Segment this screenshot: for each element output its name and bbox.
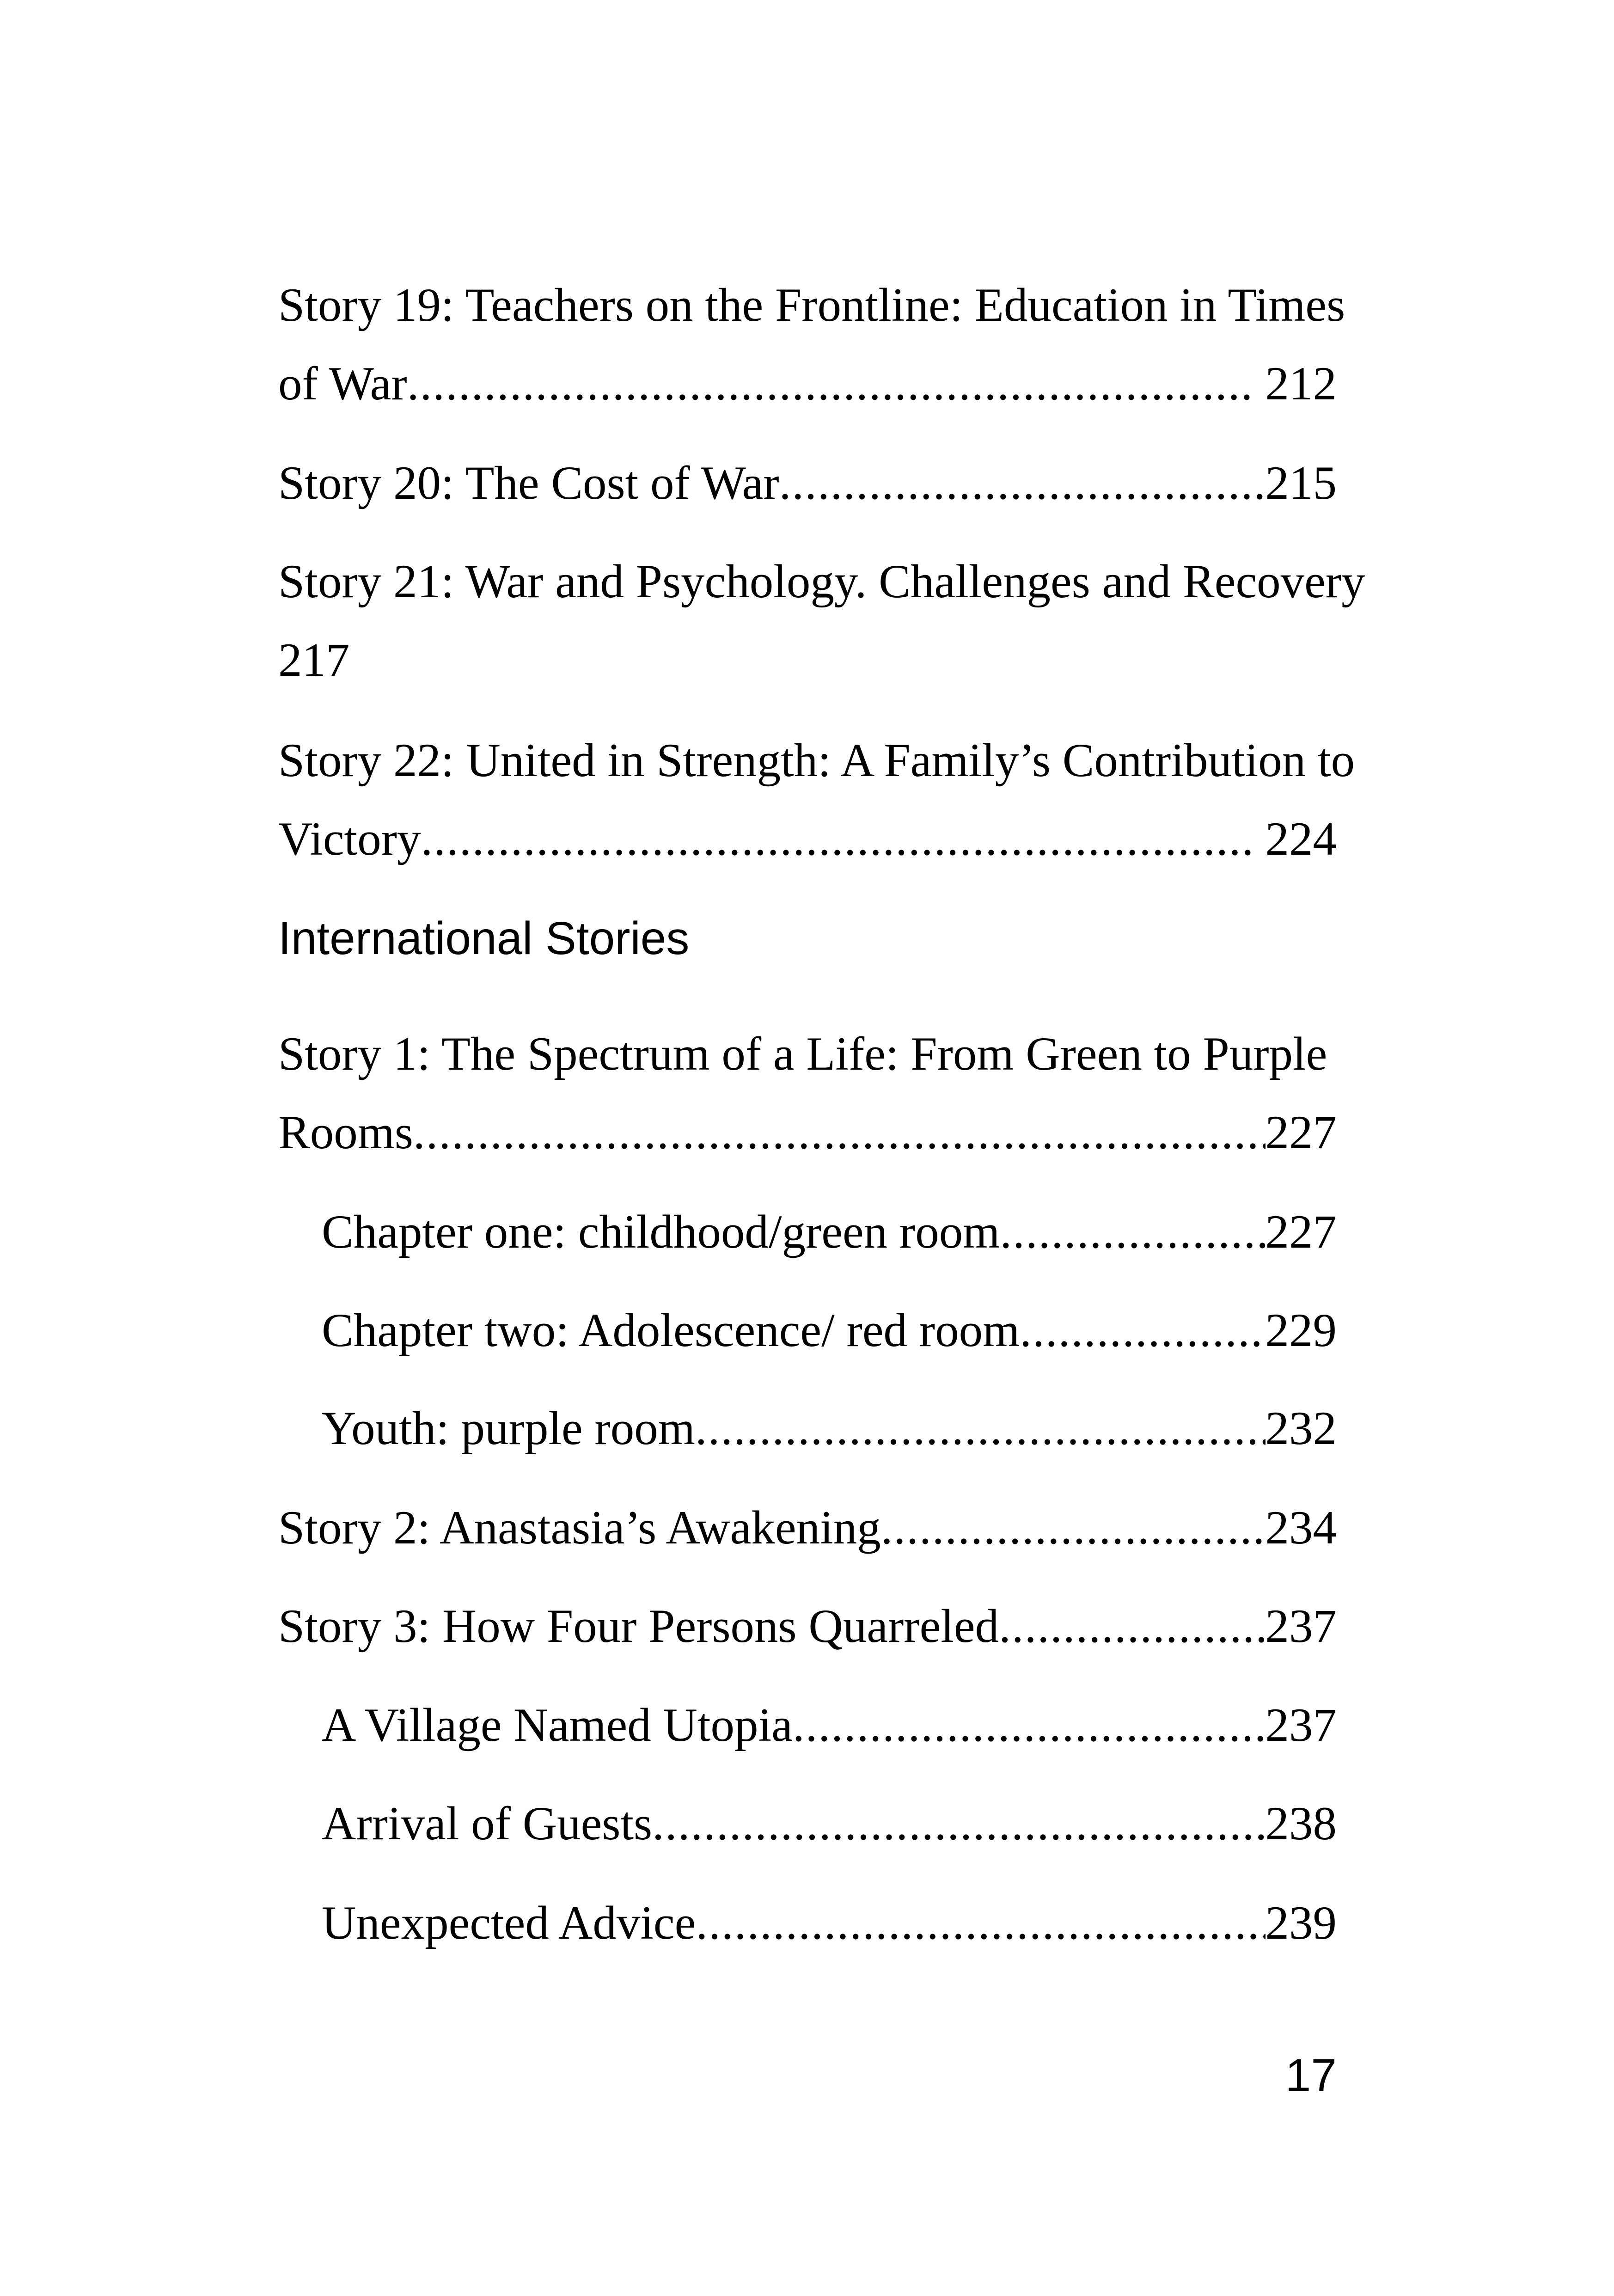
page-number: 17	[1285, 2050, 1337, 2101]
dot-leader	[1000, 1200, 1265, 1264]
dot-leader	[793, 1693, 1266, 1757]
toc-subentry-title: A Village Named Utopia	[322, 1699, 793, 1751]
toc-entry-intl-story-3	[278, 1594, 1337, 1659]
toc-entry-story-22-line-1	[278, 728, 1355, 793]
dot-leader	[779, 451, 1266, 515]
dot-leader	[652, 1791, 1265, 1856]
toc-page-number: 227	[1265, 1106, 1337, 1159]
dot-leader	[881, 1495, 1266, 1560]
dot-leader	[695, 1396, 1266, 1461]
toc-page-number: 227	[1265, 1206, 1337, 1258]
toc-entry-title: Story 22: United in Strength: A Family’s Contribution to	[278, 734, 1355, 787]
toc-entry-intl-story-1-line-2	[278, 1100, 1337, 1165]
toc-page-number: 224	[1265, 813, 1337, 865]
toc-subentry	[322, 1298, 1337, 1363]
toc-entry-story-20	[278, 451, 1337, 515]
section-heading: International Stories	[278, 912, 690, 964]
toc-subentry-title: Youth: purple room	[322, 1402, 695, 1455]
toc-page-number: 232	[1265, 1402, 1337, 1455]
toc-entry-intl-story-1-line-1	[278, 1022, 1337, 1086]
toc-entry-story-19-line-1	[278, 273, 1345, 337]
toc-entry-title: Story 20: The Cost of War	[278, 457, 779, 509]
toc-subentry-title: Unexpected Advice	[322, 1897, 696, 1949]
toc-entry-title-continued: Rooms	[278, 1106, 413, 1159]
toc-entry-story-21-line-1	[278, 549, 1365, 614]
toc-page-number: 217	[278, 634, 350, 686]
toc-entry-title: Story 1: The Spectrum of a Life: From Green to Purple	[278, 1028, 1327, 1080]
toc-entry-intl-story-2	[278, 1495, 1337, 1560]
dot-leader	[413, 1100, 1266, 1165]
toc-subentry	[322, 1891, 1337, 1955]
toc-page-number: 234	[1265, 1501, 1337, 1554]
toc-subentry	[322, 1791, 1337, 1856]
dot-leader	[407, 351, 1253, 416]
dot-leader	[1020, 1298, 1265, 1363]
toc-entry-title-continued: Victory	[278, 813, 421, 865]
toc-page-number: 237	[1265, 1600, 1337, 1653]
toc-entry-title: Story 21: War and Psychology. Challenges and Recovery	[278, 555, 1365, 608]
toc-subentry-title: Chapter one: childhood/green room	[322, 1206, 1000, 1258]
dot-leader	[999, 1594, 1265, 1659]
toc-page-number: 215	[1265, 457, 1337, 509]
toc-subentry-title: Chapter two: Adolescence/ red room	[322, 1304, 1020, 1357]
toc-entry-story-22-line-2	[278, 807, 1337, 871]
toc-entry-story-21-line-2	[278, 628, 1337, 692]
toc-subentry-title: Arrival of Guests	[322, 1797, 653, 1850]
toc-subentry	[322, 1693, 1337, 1757]
dot-leader	[421, 807, 1253, 871]
toc-page-number: 212	[1265, 357, 1337, 410]
toc-subentry	[322, 1200, 1337, 1264]
toc-entry-title: Story 3: How Four Persons Quarreled	[278, 1600, 999, 1653]
toc-subentry	[322, 1396, 1337, 1461]
dot-leader	[696, 1891, 1265, 1955]
toc-entry-title: Story 19: Teachers on the Frontline: Education in Times	[278, 279, 1345, 331]
toc-entry-title-continued: of War	[278, 357, 407, 410]
toc-page-number: 237	[1265, 1699, 1337, 1751]
toc-page-number: 229	[1265, 1304, 1337, 1357]
toc-page-number: 238	[1265, 1797, 1337, 1850]
toc-entry-title: Story 2: Anastasia’s Awakening	[278, 1501, 881, 1554]
toc-entry-story-19-line-2	[278, 351, 1337, 416]
toc-page-number: 239	[1265, 1897, 1337, 1949]
table-of-contents	[278, 0, 1365, 2296]
